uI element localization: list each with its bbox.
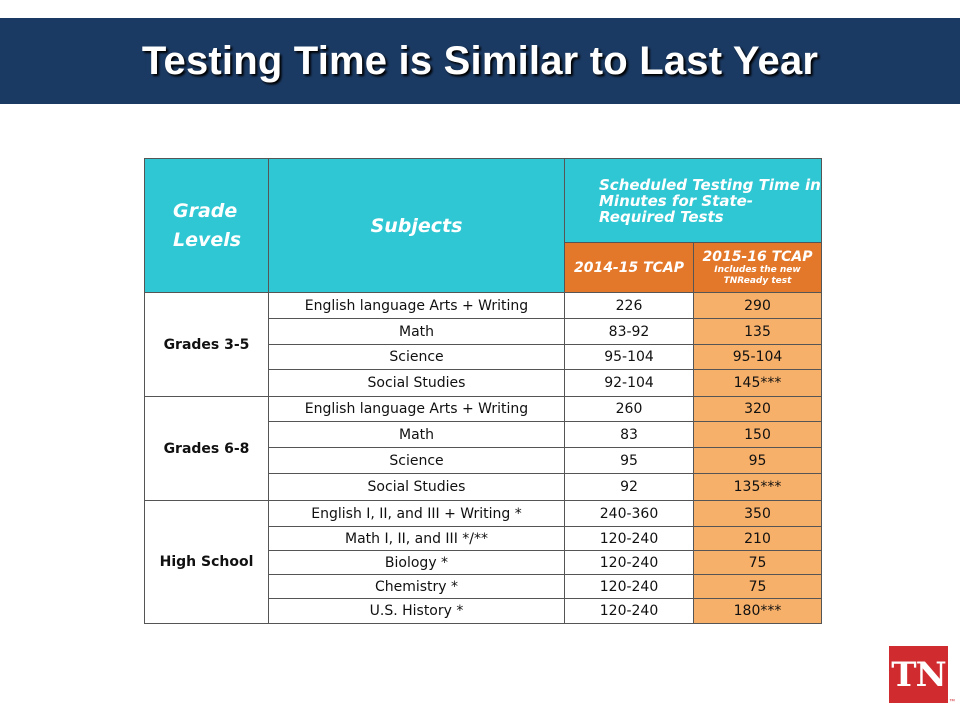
grade-level-cell: High School	[145, 501, 269, 624]
value-2015-16: 145***	[694, 370, 822, 397]
value-2014-15: 226	[565, 293, 694, 319]
subject-cell: Social Studies	[269, 370, 565, 397]
subject-cell: Science	[269, 345, 565, 370]
value-2015-16: 75	[694, 551, 822, 575]
subject-cell: Math	[269, 319, 565, 345]
value-2014-15: 120-240	[565, 599, 694, 624]
subject-cell: Math I, II, and III */**	[269, 527, 565, 551]
tn-logo: TN ™	[889, 646, 948, 703]
value-2015-16: 75	[694, 575, 822, 599]
value-2014-15: 92-104	[565, 370, 694, 397]
value-2014-15: 260	[565, 397, 694, 422]
subject-cell: Chemistry *	[269, 575, 565, 599]
slide-title: Testing Time is Similar to Last Year	[141, 38, 819, 83]
header-scheduled-time: Scheduled Testing Time in Minutes for State-Required Tests	[565, 159, 822, 243]
value-2015-16: 135***	[694, 474, 822, 501]
table-row	[145, 293, 822, 319]
testing-time-table	[144, 158, 822, 624]
subject-cell: English I, II, and III + Writing *	[269, 501, 565, 527]
value-2014-15: 120-240	[565, 551, 694, 575]
header-year-2014-15: 2014-15 TCAP	[565, 243, 694, 293]
subject-cell: Social Studies	[269, 474, 565, 501]
value-2015-16: 350	[694, 501, 822, 527]
header-grade-levels: Grade Levels	[145, 159, 269, 293]
value-2014-15: 120-240	[565, 527, 694, 551]
header-year-2015-16: 2015-16 TCAP Includes the new TNReady test	[694, 243, 822, 293]
header-subjects: Subjects	[269, 159, 565, 293]
subject-cell: English language Arts + Writing	[269, 293, 565, 319]
grade-level-cell: Grades 6-8	[145, 397, 269, 501]
value-2015-16: 95	[694, 448, 822, 474]
subject-cell: Math	[269, 422, 565, 448]
value-2015-16: 135	[694, 319, 822, 345]
subject-cell: U.S. History *	[269, 599, 565, 624]
value-2015-16: 95-104	[694, 345, 822, 370]
value-2014-15: 95	[565, 448, 694, 474]
value-2014-15: 83-92	[565, 319, 694, 345]
value-2014-15: 83	[565, 422, 694, 448]
title-bar	[0, 18, 960, 104]
grade-level-cell: Grades 3-5	[145, 293, 269, 397]
value-2014-15: 120-240	[565, 575, 694, 599]
value-2014-15: 95-104	[565, 345, 694, 370]
table-row	[145, 501, 822, 527]
value-2015-16: 290	[694, 293, 822, 319]
value-2015-16: 320	[694, 397, 822, 422]
value-2014-15: 92	[565, 474, 694, 501]
value-2015-16: 150	[694, 422, 822, 448]
value-2015-16: 180***	[694, 599, 822, 624]
value-2015-16: 210	[694, 527, 822, 551]
subject-cell: Biology *	[269, 551, 565, 575]
subject-cell: Science	[269, 448, 565, 474]
tnready-note: Includes the new TNReady test	[714, 264, 801, 286]
value-2014-15: 240-360	[565, 501, 694, 527]
table-body	[145, 293, 822, 624]
subject-cell: English language Arts + Writing	[269, 397, 565, 422]
table-row	[145, 397, 822, 422]
